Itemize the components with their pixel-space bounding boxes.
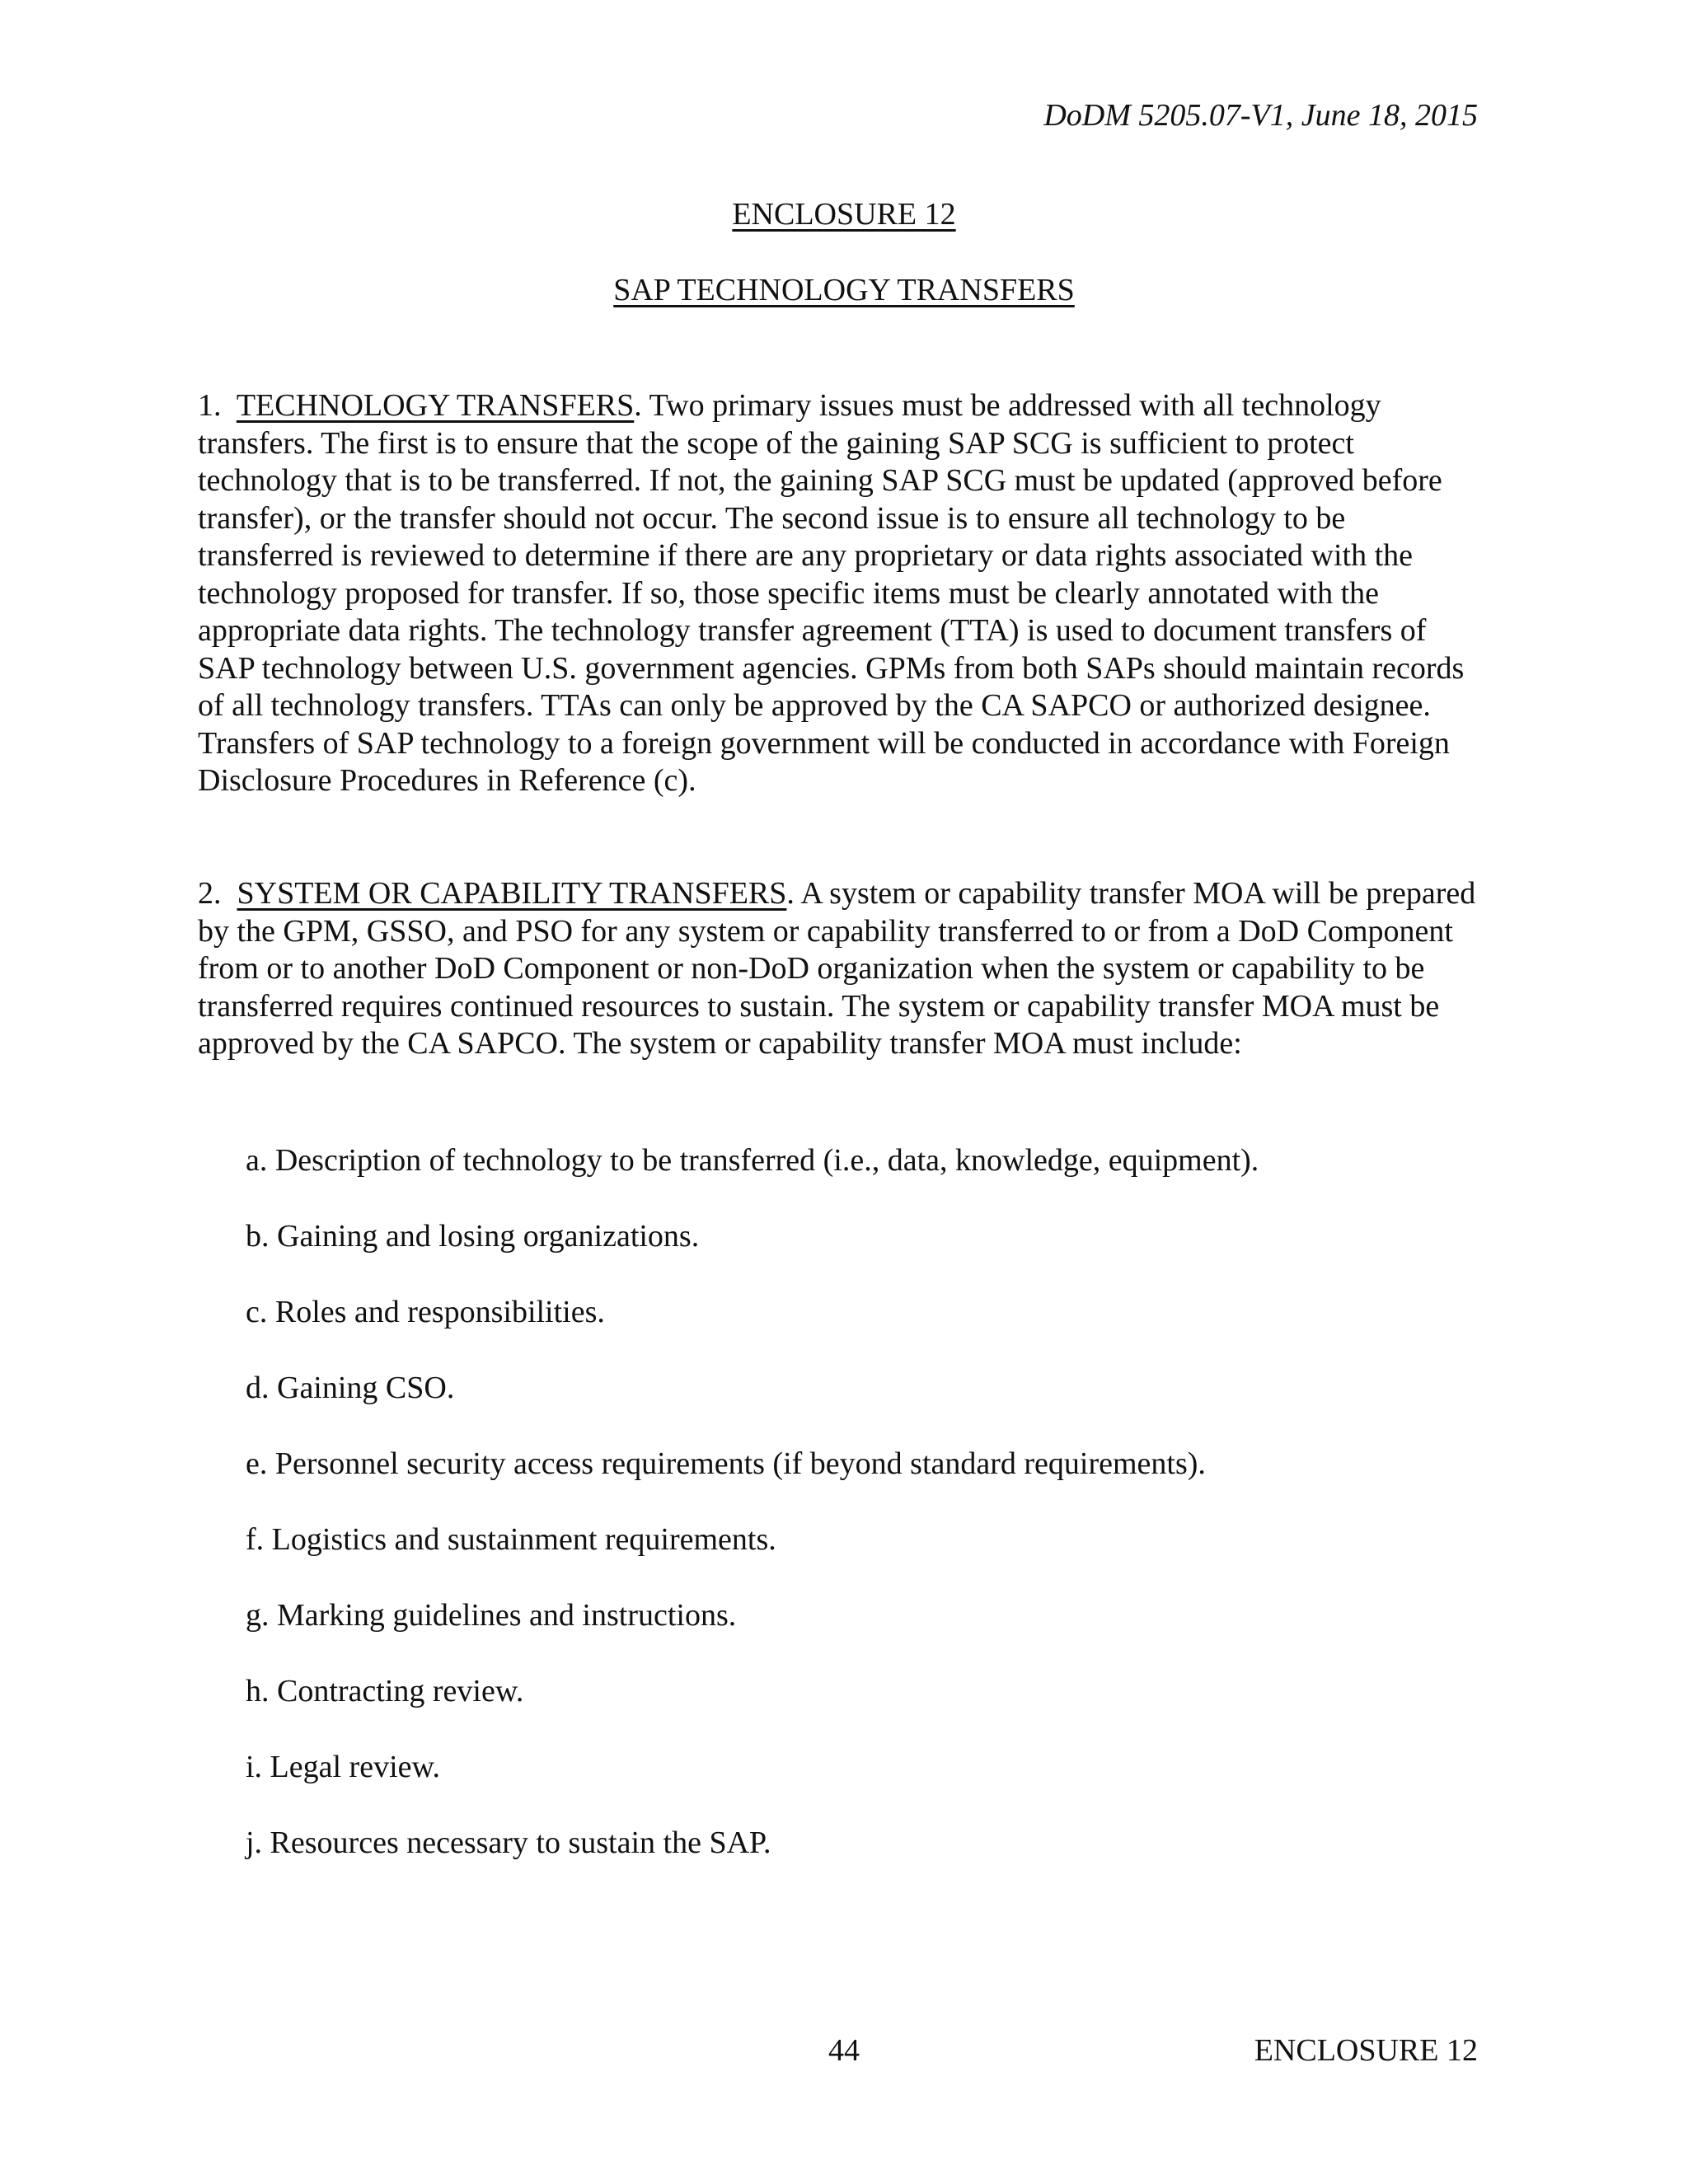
moa-requirements-list (246, 1142, 1259, 1900)
section-heading: TECHNOLOGY TRANSFERS (236, 388, 635, 423)
page-number: 44 (828, 2033, 860, 2068)
list-item: f. Logistics and sustainment requirements. (246, 1522, 776, 1557)
list-item: d. Gaining CSO. (246, 1371, 455, 1405)
enclosure-title: ENCLOSURE 12 (732, 197, 956, 232)
document-header: DoDM 5205.07-V1, June 18, 2015 (1043, 98, 1478, 133)
section-number: 1. (198, 388, 222, 423)
list-item: j. Resources necessary to sustain the SAP. (246, 1825, 771, 1860)
list-item: a. Description of technology to be transferred (i.e., data, knowledge, equipment). (246, 1143, 1259, 1178)
footer-enclosure-label: ENCLOSURE 12 (1254, 2033, 1478, 2068)
list-item: g. Marking guidelines and instructions. (246, 1598, 737, 1633)
list-item: e. Personnel security access requirements (if beyond standard requirements). (246, 1446, 1206, 1481)
section-system-capability-transfers (198, 875, 1488, 1063)
list-item: b. Gaining and losing organizations. (246, 1219, 700, 1254)
list-item: c. Roles and responsibilities. (246, 1295, 605, 1329)
section-body: . A system or capability transfer MOA will be prepared by the GPM, GSSO, and PSO for any system or capability transferred to or from a DoD Component from or to another DoD Component or non-DoD organization when the system or capability to be transferred requires continued resources to sustain. The system or capability transfer MOA must be approved by the CA SAPCO. The system or capability transfer MOA must include: (198, 876, 1476, 1061)
section-heading: SYSTEM OR CAPABILITY TRANSFERS (237, 876, 787, 911)
section-body: . Two primary issues must be addressed with all technology transfers. The first is to ensure that the scope of the gaining SAP SCG is sufficient to protect technology that is to be transferred. If not, the gaining SAP SCG must be updated (approved before transfer), or the transfer should not occur. The second issue is to ensure all technology to be transferred is reviewed to determine if there are any proprietary or data rights associated with the technology proposed for transfer. If so, those specific items must be clearly annotated with the appropriate data rights. The technology transfer agreement (TTA) is used to document transfers of SAP technology between U.S. government agencies. GPMs from both SAPs should maintain records of all technology transfers. TTAs can only be approved by the CA SAPCO or authorized designee. Transfers of SAP technology to a foreign government will be conducted in accordance with Foreign Disclosure Procedures in Reference (c). (198, 388, 1465, 798)
list-item: i. Legal review. (246, 1750, 440, 1784)
section-technology-transfers (198, 387, 1488, 800)
section-number: 2. (198, 876, 222, 911)
list-item: h. Contracting review. (246, 1674, 524, 1708)
enclosure-subtitle: SAP TECHNOLOGY TRANSFERS (613, 273, 1075, 307)
